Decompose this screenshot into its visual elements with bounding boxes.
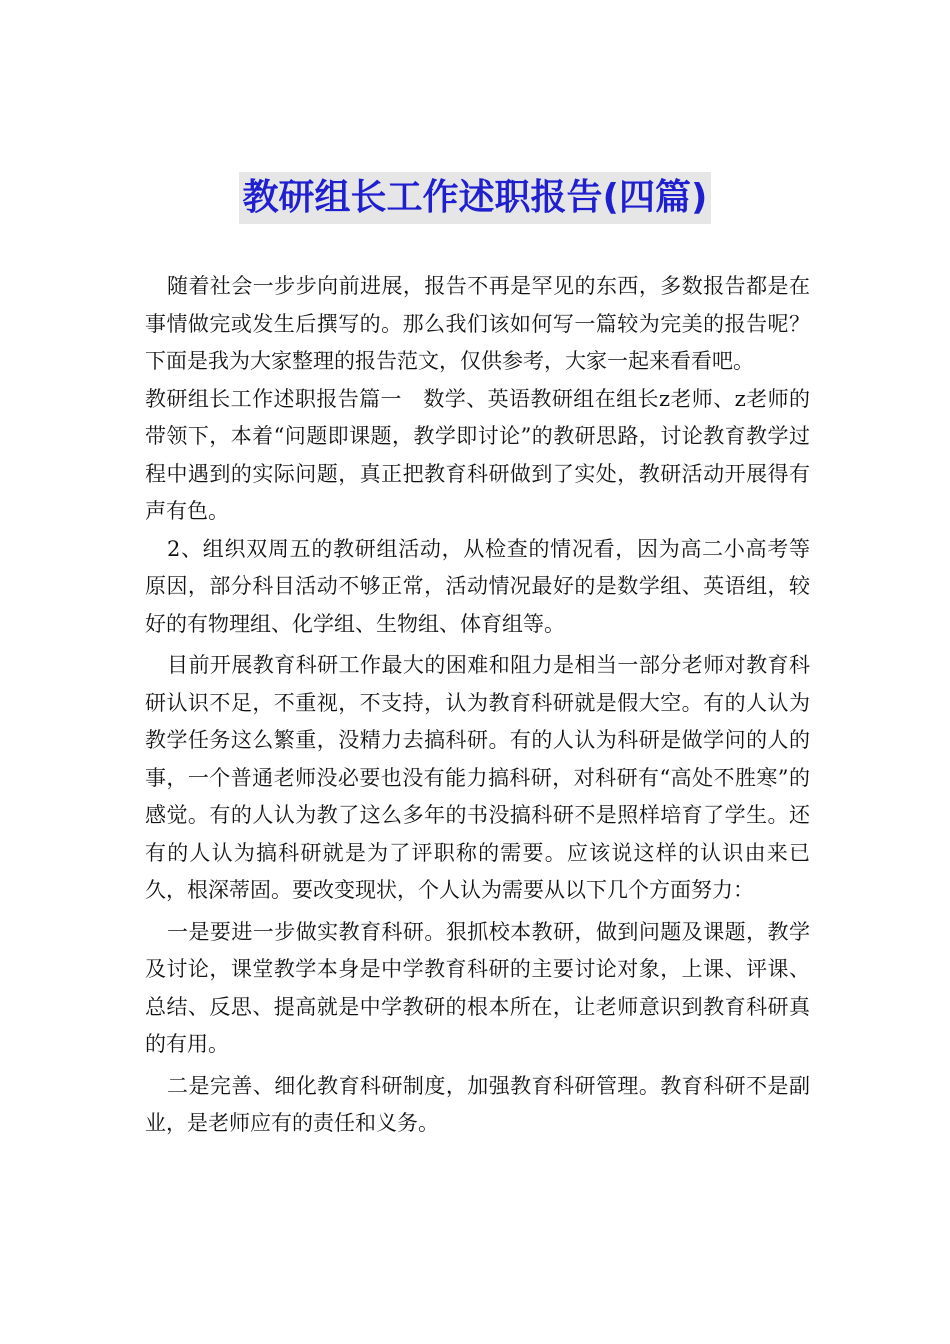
- paragraph-report-one: 教研组长工作述职报告篇一 数学、英语教研组在组长z老师、z老师的带领下，本着“问题即课题，教学即讨论”的教研思路，讨论教育教学过程中遇到的实际问题，真正把教育科研做到了实处，教研活动开展得有声有色。: [145, 386, 810, 523]
- document-title: 教研组长工作述职报告(四篇): [239, 172, 712, 224]
- paragraph-difficulties: 目前开展教育科研工作最大的困难和阻力是相当一部分老师对教育科研认识不足，不重视，不支持，认为教育科研就是假大空。有的人认为教学任务这么繁重，没精力去搞科研。有的人认为科研是做学问的人的事，一个普通老师没必要也没有能力搞科研，对科研有“高处不胜寒”的感觉。有的人认为教了这么多年的书没搞科研不是照样培育了学生。还有的人认为搞科研就是为了评职称的需要。应该说这样的认识由来已久，根深蒂固。要改变现状，个人认为需要从以下几个方面努力：: [145, 653, 810, 902]
- paragraph-activities: 2、组织双周五的教研组活动，从检查的情况看，因为高二小高考等原因，部分科目活动不够正常，活动情况最好的是数学组、英语组，较好的有物理组、化学组、生物组、体育组等。: [145, 536, 810, 636]
- title-container: [0, 172, 950, 224]
- paragraph-intro: 随着社会一步步向前进展，报告不再是罕见的东西，多数报告都是在事情做完或发生后撰写的。那么我们该如何写一篇较为完美的报告呢？下面是我为大家整理的报告范文，仅供参考，大家一起来看看吧。: [145, 274, 810, 373]
- paragraph-point-one: 一是要进一步做实教育科研。狠抓校本教研，做到问题及课题，教学及讨论，课堂教学本身是中学教育科研的主要讨论对象，上课、评课、总结、反思、提高就是中学教研的根本所在，让老师意识到教育科研真的有用。: [145, 919, 810, 1056]
- document-body: [145, 268, 810, 1143]
- paragraph-point-two: 二是完善、细化教育科研制度，加强教育科研管理。教育科研不是副业，是老师应有的责任和义务。: [145, 1073, 810, 1135]
